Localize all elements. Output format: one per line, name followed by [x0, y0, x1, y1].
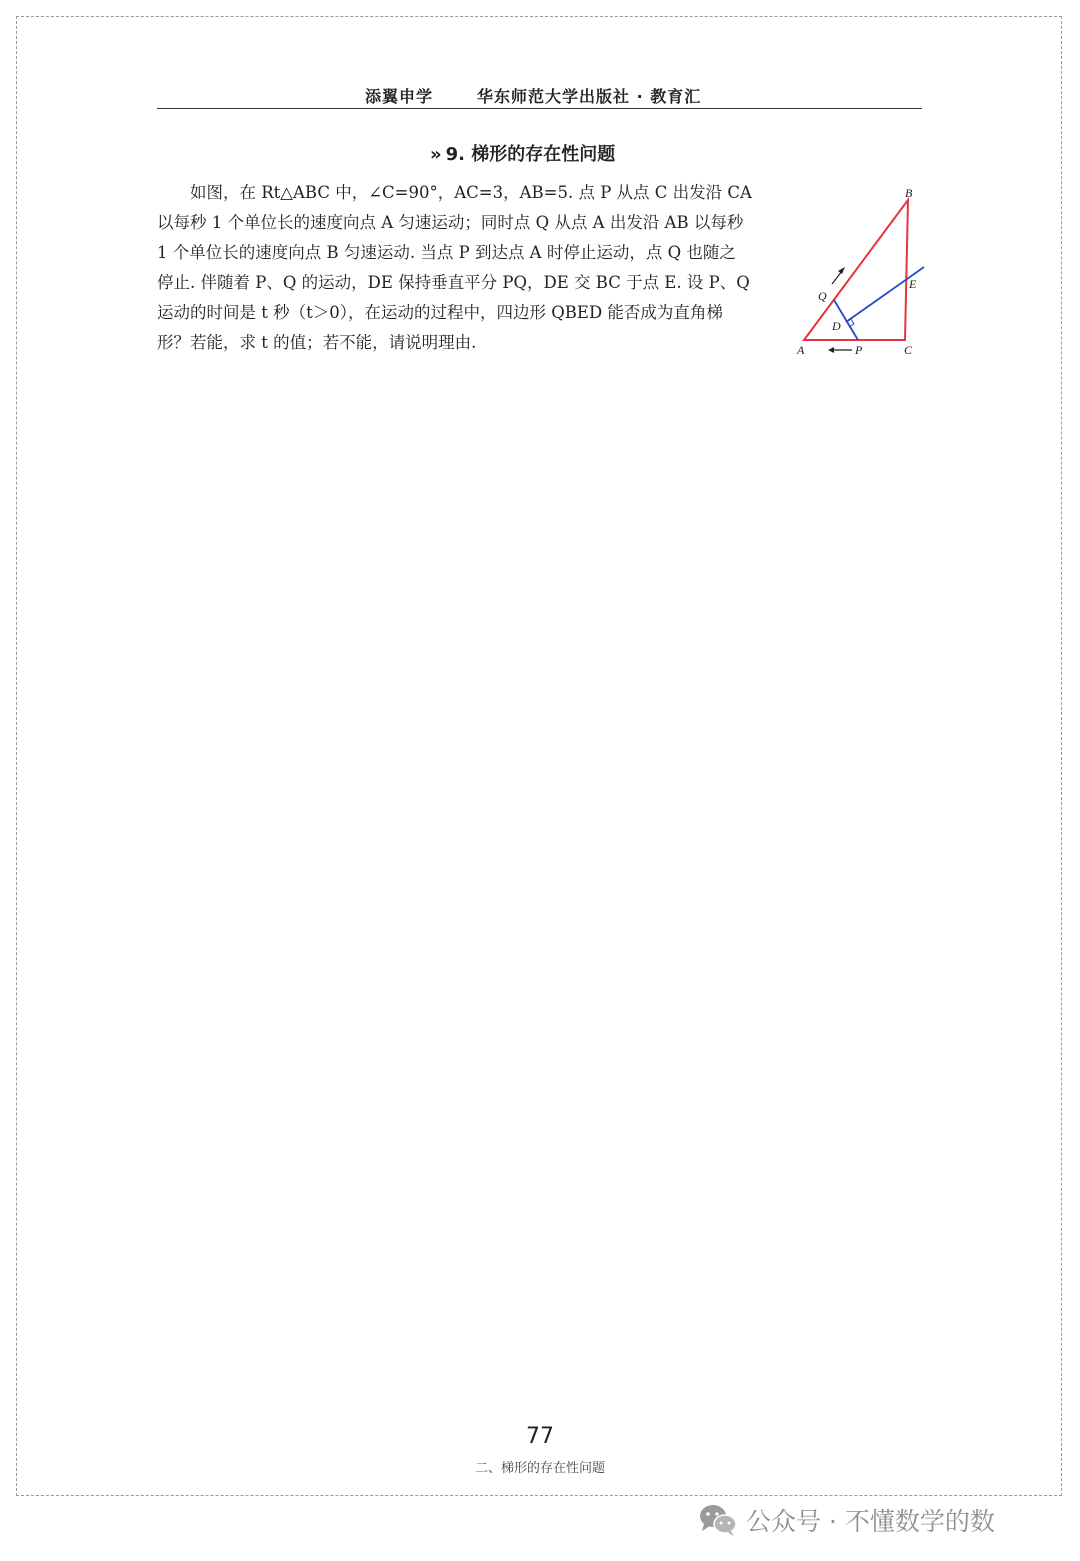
watermark	[698, 1500, 995, 1540]
label-a: A	[797, 343, 805, 357]
arrow-ab-head	[838, 267, 845, 274]
footer-section-name: 二、梯形的存在性问题	[474, 1461, 605, 1476]
label-c: C	[904, 343, 913, 357]
triangle-figure	[792, 180, 932, 360]
label-d: D	[832, 319, 841, 333]
label-e: E	[909, 277, 917, 291]
section-marker: »	[430, 144, 442, 165]
section-title	[430, 140, 615, 166]
page-number: 77	[526, 1424, 554, 1449]
problem-line: 1 个单位长的速度向点 B 匀速运动. 当点 P 到达点 A 时停止运动，点 Q 也随之	[157, 243, 736, 262]
problem-line: 以每秒 1 个单位长的速度向点 A 匀速运动；同时点 Q 从点 A 出发沿 AB 以每秒	[157, 213, 744, 232]
wechat-icon	[698, 1503, 738, 1537]
triangle-abc	[804, 200, 908, 340]
header-right: 华东师范大学出版社 · 教育汇	[477, 87, 702, 106]
header-left: 添翼申学	[365, 87, 434, 106]
label-b: B	[905, 186, 913, 200]
problem-line: 如图，在 Rt△ABC 中，∠C=90°，AC=3，AB=5. 点 P 从点 C 出发沿 CA	[157, 183, 752, 202]
arrow-ab	[832, 271, 842, 284]
arrow-ca-head	[828, 347, 834, 353]
problem-line: 形？若能，求 t 的值；若不能，请说明理由.	[157, 333, 477, 352]
label-q: Q	[818, 289, 827, 303]
watermark-text: 公众号 · 不懂数学的数	[746, 1507, 995, 1536]
problem-line: 运动的时间是 t 秒（t＞0），在运动的过程中，四边形 QBED 能否成为直角梯	[157, 303, 723, 322]
label-p: P	[855, 343, 863, 357]
line-de	[846, 267, 924, 322]
section-title-text: 9. 梯形的存在性问题	[445, 144, 616, 165]
problem-line: 停止. 伴随着 P、Q 的运动，DE 保持垂直平分 PQ，DE 交 BC 于点 E. 设 P、Q	[157, 273, 750, 292]
page-header	[157, 80, 922, 109]
problem-text	[157, 178, 777, 358]
